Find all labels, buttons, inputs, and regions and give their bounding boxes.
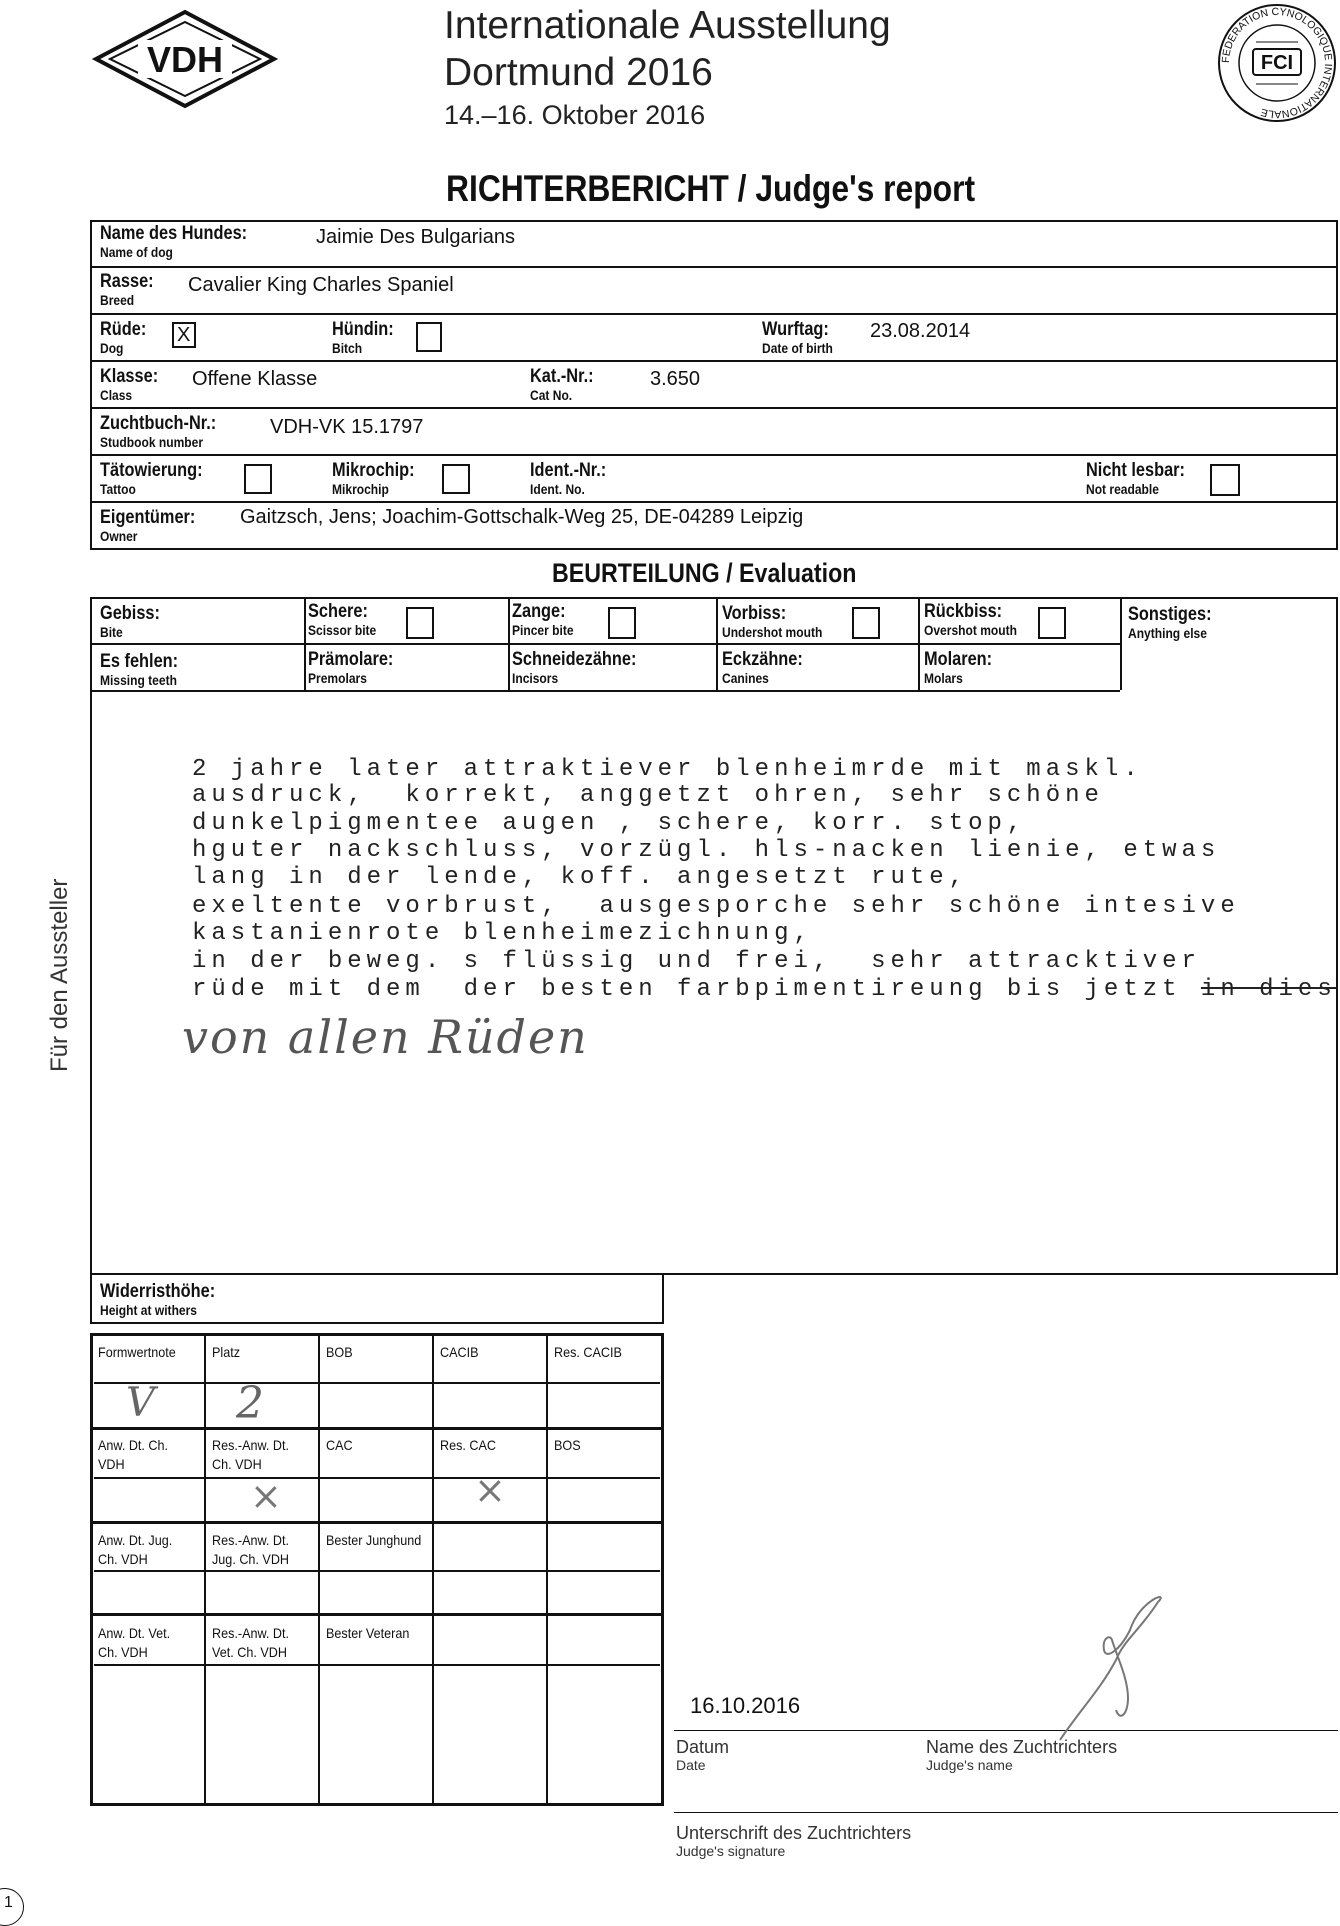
- show-date: 14.–16. Oktober 2016: [444, 100, 706, 130]
- result-header-res-anw-dt-vet: Res.-Anw. Dt. Vet. Ch. VDH: [212, 1625, 290, 1660]
- evaluation-line-4: hguter nackschluss, vorzügl. hls-nacken lienie, etwas: [192, 837, 1221, 864]
- result-header-anw-dt-vet: Anw. Dt. Vet. Ch. VDH: [98, 1625, 171, 1660]
- evaluation-line-7: kastanienrote blenheimezichnung,: [192, 920, 813, 947]
- overshot-checkbox[interactable]: [1038, 607, 1066, 639]
- judge-name-label: Name des Zuchtrichters Judge's name: [926, 1737, 1118, 1773]
- result-header-bos: BOS: [554, 1437, 581, 1453]
- cat-label: Kat.-Nr.: Cat No.: [530, 366, 594, 403]
- dog-name-value: Jaimie Des Bulgarians: [316, 226, 515, 248]
- pincer-label: Zange: Pincer bite: [512, 601, 574, 638]
- result-header-bob: BOB: [326, 1344, 353, 1360]
- fci-logo: [1216, 2, 1338, 124]
- male-label: Rüde: Dog: [100, 319, 147, 356]
- pincer-checkbox[interactable]: [608, 607, 636, 639]
- withers-label: Widerristhöhe: Height at withers: [100, 1281, 216, 1318]
- breed-label: Rasse: Breed: [100, 271, 154, 308]
- result-header-platz: Platz: [212, 1344, 241, 1360]
- cat-value: 3.650: [650, 368, 701, 390]
- studbook-label: Zuchtbuch-Nr.: Studbook number: [100, 413, 217, 450]
- female-checkbox[interactable]: [416, 322, 442, 352]
- overshot-label: Rückbiss: Overshot mouth: [924, 601, 1017, 638]
- tattoo-checkbox[interactable]: [244, 464, 272, 494]
- canines-label: Eckzähne: Canines: [722, 649, 803, 686]
- tattoo-label: Tätowierung: Tattoo: [100, 460, 203, 497]
- premolars-label: Prämolare: Premolars: [308, 649, 394, 686]
- studbook-value: VDH-VK 15.1797: [270, 416, 424, 438]
- owner-value: Gaitzsch, Jens; Joachim-Gottschalk-Weg 25, DE-04289 Leipzig: [240, 506, 804, 528]
- result-header-res-anw-dt-jug: Res.-Anw. Dt. Jug. Ch. VDH: [212, 1532, 290, 1567]
- vdh-logo-text: VDH: [146, 39, 224, 80]
- show-title-line1: Internationale Ausstellung: [444, 4, 891, 47]
- chip-checkbox[interactable]: [442, 464, 470, 494]
- side-label: Für den Aussteller: [46, 878, 73, 1072]
- scissor-label: Schere: Scissor bite: [308, 601, 377, 638]
- incisors-label: Schneidezähne: Incisors: [512, 649, 637, 686]
- female-label: Hündin: Bitch: [332, 319, 394, 356]
- class-label: Klasse: Class: [100, 366, 159, 403]
- show-title: [444, 2, 891, 96]
- result-formwertnote-value: V: [126, 1380, 155, 1426]
- scissor-checkbox[interactable]: [406, 607, 434, 639]
- evaluation-line-6: exeltente vorbrust, ausgesporche sehr schöne intesive: [192, 893, 1240, 920]
- page-number: 1: [4, 1894, 13, 1911]
- judge-signature: [1020, 1590, 1170, 1750]
- show-title-line2: Dortmund 2016: [444, 51, 713, 94]
- ident-label: Ident.-Nr.: Ident. No.: [530, 460, 607, 497]
- evaluation-line-5: lang in der lende, koff. angesetzt rute,: [192, 864, 969, 891]
- molars-label: Molaren: Molars: [924, 649, 993, 686]
- date-value: 16.10.2016: [690, 1693, 801, 1718]
- result-header-cacib: CACIB: [440, 1344, 479, 1360]
- undershot-label: Vorbiss: Undershot mouth: [722, 603, 823, 640]
- bite-label: Gebiss: Bite: [100, 603, 160, 640]
- other-label: Sonstiges: Anything else: [1128, 604, 1212, 641]
- evaluation-line-1: 2 jahre later attraktiever blenheimrde mit maskl.: [192, 756, 1143, 783]
- result-header-bester-veteran: Bester Veteran: [326, 1625, 410, 1641]
- result-header-anw-dt-ch: Anw. Dt. Ch. VDH: [98, 1437, 169, 1472]
- result-header-res-anw-dt-ch: Res.-Anw. Dt. Ch. VDH: [212, 1437, 290, 1472]
- birth-value: 23.08.2014: [870, 320, 971, 342]
- result-platz-value: 2: [236, 1378, 264, 1429]
- fci-logo-text: FCI: [1260, 52, 1294, 74]
- fci-ring-text: FEDERATION CYNOLOGIQUE INTERNATIONALE: [1219, 5, 1335, 121]
- report-title: RICHTERBERICHT / Judge's report: [446, 168, 976, 209]
- class-value: Offene Klasse: [192, 368, 318, 390]
- male-checkbox[interactable]: [172, 322, 196, 348]
- evaluation-line-3: dunkelpigmentee augen , schere, korr. stop,: [192, 810, 1027, 837]
- result-header-res-cacib: Res. CACIB: [554, 1344, 622, 1360]
- result-header-bester-junghund: Bester Junghund: [326, 1532, 422, 1548]
- evaluation-line-8: in der beweg. s flüssig und frei, sehr attracktiver: [192, 948, 1201, 975]
- evaluation-title: BEURTEILUNG / Evaluation: [552, 558, 857, 588]
- evaluation-line-9-wrap: [192, 978, 1337, 1002]
- unreadable-label: Nicht lesbar: Not readable: [1086, 460, 1185, 497]
- missing-teeth-label: Es fehlen: Missing teeth: [100, 651, 179, 688]
- chip-label: Mikrochip: Mikrochip: [332, 460, 415, 497]
- result-res-anw-mark: ×: [250, 1474, 282, 1518]
- undershot-checkbox[interactable]: [852, 607, 880, 639]
- owner-label: Eigentümer: Owner: [100, 507, 196, 544]
- breed-value: Cavalier King Charles Spaniel: [188, 274, 454, 296]
- vdh-logo: [92, 8, 278, 110]
- unreadable-checkbox[interactable]: [1210, 464, 1240, 496]
- evaluation-line-2: ausdruck, korrekt, anggetzt ohren, sehr schöne: [192, 782, 1104, 809]
- signature-label: Unterschrift des Zuchtrichters Judge's signature: [676, 1823, 912, 1859]
- date-label: Datum Date: [676, 1737, 730, 1773]
- result-header-cac: CAC: [326, 1437, 353, 1453]
- result-res-cac-mark: ×: [474, 1468, 506, 1512]
- result-header-formwertnote: Formwertnote: [98, 1344, 176, 1360]
- result-header-res-cac: Res. CAC: [440, 1437, 497, 1453]
- birth-label: Wurftag: Date of birth: [762, 319, 833, 356]
- struck-text: in dies: [1200, 976, 1337, 1003]
- evaluation-line-9: rüde mit dem der besten farbpimentireung bis jetzt: [192, 976, 1201, 1003]
- handwritten-note: von allen Rüden: [182, 1010, 589, 1064]
- dog-name-label: Name des Hundes: Name of dog: [100, 223, 248, 260]
- result-header-anw-dt-jug: Anw. Dt. Jug. Ch. VDH: [98, 1532, 173, 1567]
